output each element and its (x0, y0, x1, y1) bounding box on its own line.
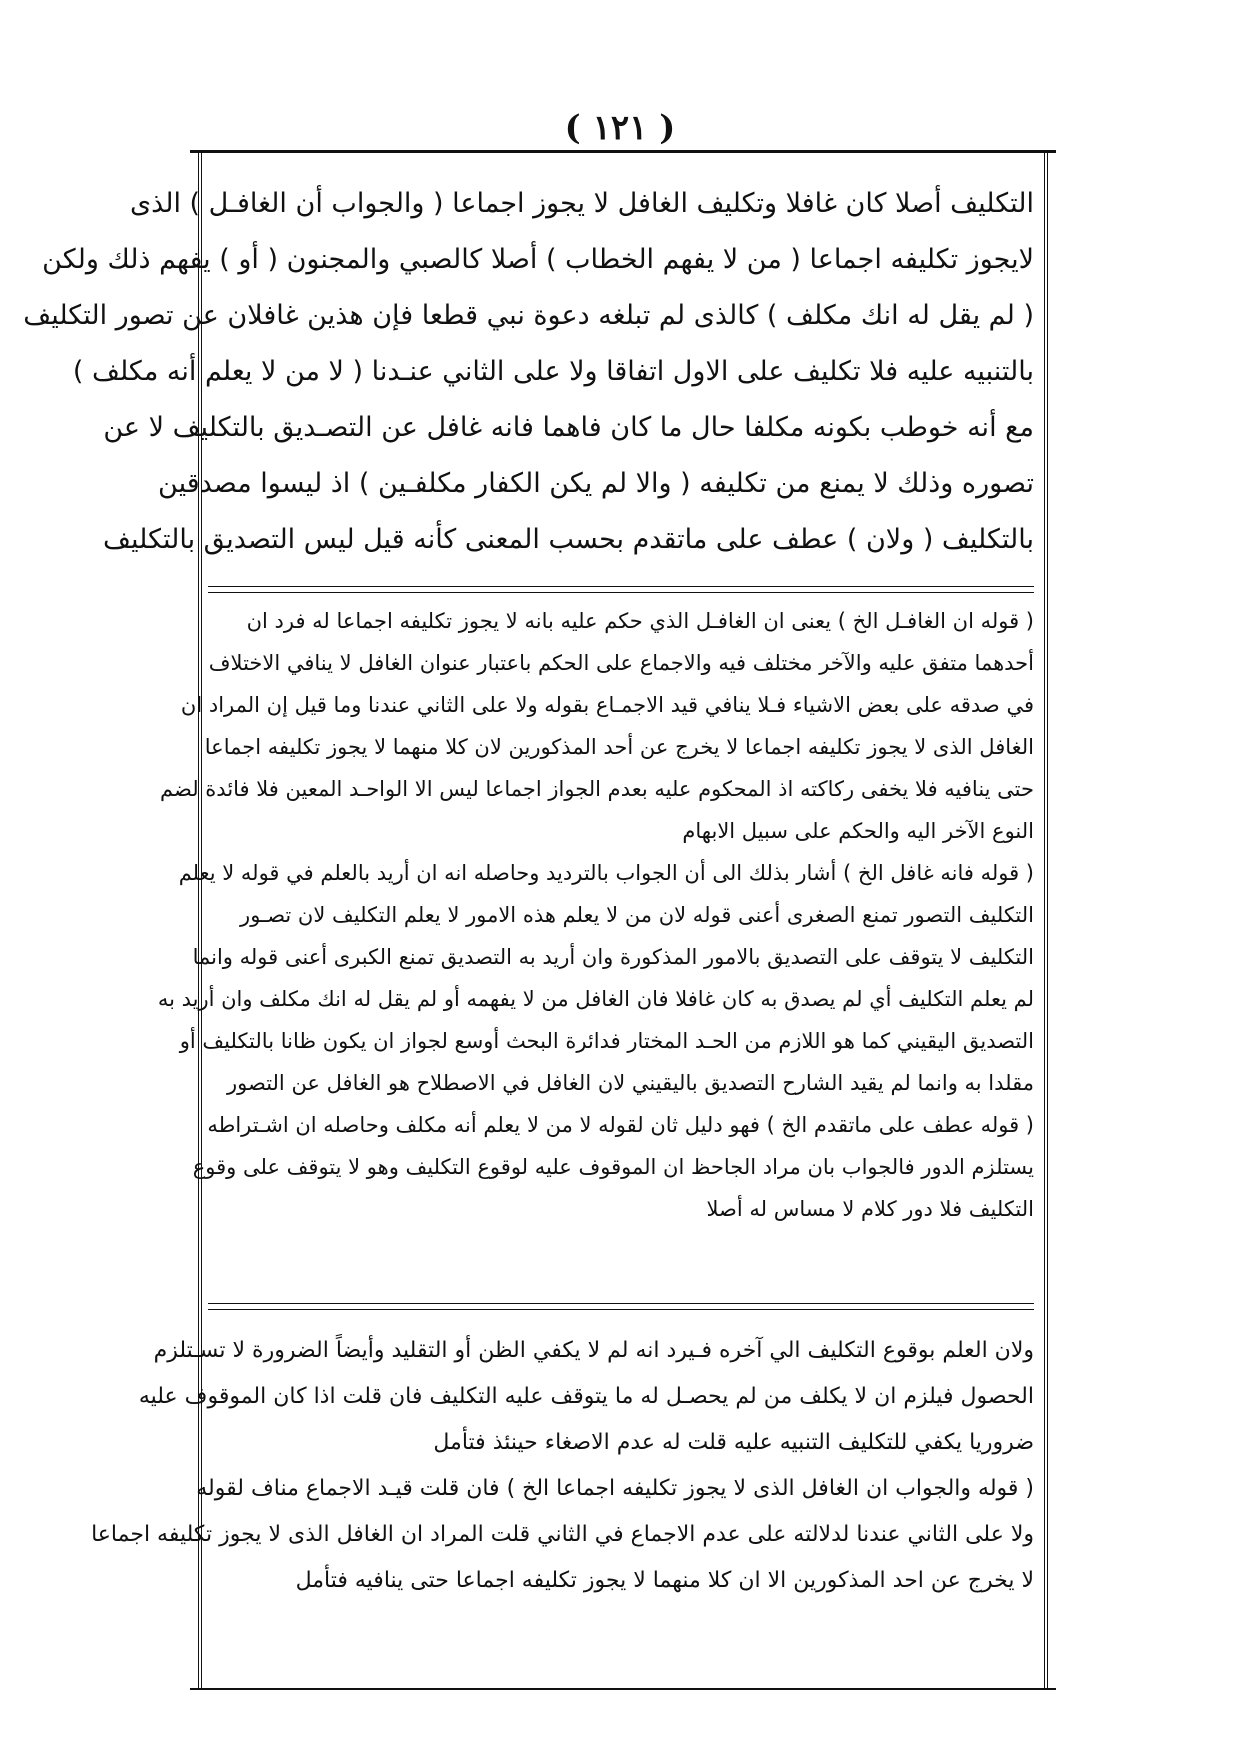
main-text-line: لايجوز تكليفه اجماعا ( من لا يفهم الخطاب ) أصلا كالصبي والمجنون ( أو ) يفهم ذلك ولكن (42, 244, 1034, 275)
section-divider (208, 1303, 1034, 1310)
section-divider (208, 586, 1034, 593)
main-text (23, 176, 1034, 568)
footnote-text (91, 1328, 1034, 1604)
footnote-line: ضروريا يكفي للتكليف التنبيه عليه قلت له عدم الاصغاء حينئذ فتأمل (433, 1430, 1034, 1455)
main-text-line: بالتكليف ( ولان ) عطف على ماتقدم بحسب المعنى كأنه قيل ليس التصديق بالتكليف (103, 524, 1034, 555)
main-text-line: تصوره وذلك لا يمنع من تكليفه ( والا لم يكن الكفار مكلفـين ) اذ ليسوا مصدقين (158, 468, 1034, 499)
commentary-line: النوع الآخر اليه والحكم على سبيل الابهام (682, 819, 1034, 843)
commentary-text (157, 600, 1034, 1230)
commentary-line: التصديق اليقيني كما هو اللازم من الحـد المختار فدائرة البحث أوسع لجواز ان يكون ظانا بالتكليف أو (179, 1029, 1034, 1053)
commentary-line: لم يعلم التكليف أي لم يصدق به كان غافلا فان الغافل من لا يفهمه أو لم يقل له انك مكلف وان أريد به (157, 987, 1034, 1011)
commentary-line: حتى ينافيه فلا يخفى ركاكته اذ المحكوم عليه بعدم الجواز اجماعا ليس الا الواحـد المعين فلا فائدة لضم (160, 777, 1034, 801)
footnote-line: الحصول فيلزم ان لا يكلف من لم يحصـل له ما يتوقف عليه التكليف فان قلت اذا كان الموقوف عليه (138, 1384, 1034, 1409)
footnote-line: ولان العلم بوقوع التكليف الي آخره فـيرد انه لم لا يكفي الظن أو التقليد وأيضاً الضرورة لا تسـتلزم (153, 1338, 1034, 1363)
commentary-line: يستلزم الدور فالجواب بان مراد الجاحظ ان الموقوف عليه لوقوع التكليف وهو لا يتوقف على وقوع (192, 1155, 1034, 1179)
commentary-line: التكليف فلا دور كلام لا مساس له أصلا (706, 1197, 1034, 1221)
main-text-line: مع أنه خوطب بكونه مكلفا حال ما كان فاهما فانه غافل عن التصـديق بالتكليف لا عن (103, 412, 1034, 443)
page-number: ( ١٢١ ) (564, 108, 676, 148)
commentary-line: الغافل الذى لا يجوز تكليفه اجماعا لا يخرج عن أحد المذكورين لان كلا منهما لا يجوز تكليفه اجماعا (204, 735, 1034, 759)
commentary-line: ( قوله ان الغافـل الخ ) يعنى ان الغافـل الذي حكم عليه بانه لا يجوز تكليفه اجماعا له فرد ان (246, 609, 1034, 633)
footnote-line: ولا على الثاني عندنا لدلالته على عدم الاجماع في الثاني قلت المراد ان الغافل الذى لا يجوز تكليفه اجماعا (91, 1522, 1034, 1547)
footnote-line: ( قوله والجواب ان الغافل الذى لا يجوز تكليفه اجماعا الخ ) فان قلت قيـد الاجماع مناف لقوله (196, 1476, 1034, 1501)
commentary-line: أحدهما متفق عليه والآخر مختلف فيه والاجماع على الحكم باعتبار عنوان الغافل لا ينافي الاختلاف (208, 651, 1034, 675)
commentary-line: التكليف لا يتوقف على التصديق بالامور المذكورة وان أريد به التصديق تمنع الكبرى أعنى قوله وانما (192, 945, 1034, 969)
main-text-line: التكليف أصلا كان غافلا وتكليف الغافل لا يجوز اجماعا ( والجواب أن الغافـل ) الذى (129, 188, 1034, 219)
commentary-line: مقلدا به وانما لم يقيد الشارح التصديق باليقيني لان الغافل في الاصطلاح هو الغافل عن التصور (227, 1071, 1034, 1095)
main-text-line: ( لم يقل له انك مكلف ) كالذى لم تبلغه دعوة نبي قطعا فإن هذين غافلان عن تصور التكليف (23, 300, 1034, 331)
commentary-line: التكليف التصور تمنع الصغرى أعنى قوله لان من لا يعلم هذه الامور لا يعلم التكليف لان تصـور (240, 903, 1034, 927)
footnote-line: لا يخرج عن احد المذكورين الا ان كلا منهما لا يجوز تكليفه اجماعا حتى ينافيه فتأمل (295, 1568, 1034, 1593)
commentary-line: في صدقه على بعض الاشياء فـلا ينافي قيد الاجمـاع بقوله ولا على الثاني عندنا وما قيل إن المراد ان (180, 693, 1034, 717)
commentary-line: ( قوله فانه غافل الخ ) أشار بذلك الى أن الجواب بالترديد وحاصله انه ان أريد بالعلم في قوله لا يعلم (178, 861, 1034, 885)
main-text-line: بالتنبيه عليه فلا تكليف على الاول اتفاقا ولا على الثاني عنـدنا ( لا من لا يعلم أنه مكلف ) (72, 356, 1034, 387)
commentary-line: ( قوله عطف على ماتقدم الخ ) فهو دليل ثان لقوله لا من لا يعلم أنه مكلف وحاصله ان اشـتراطه (207, 1113, 1034, 1137)
